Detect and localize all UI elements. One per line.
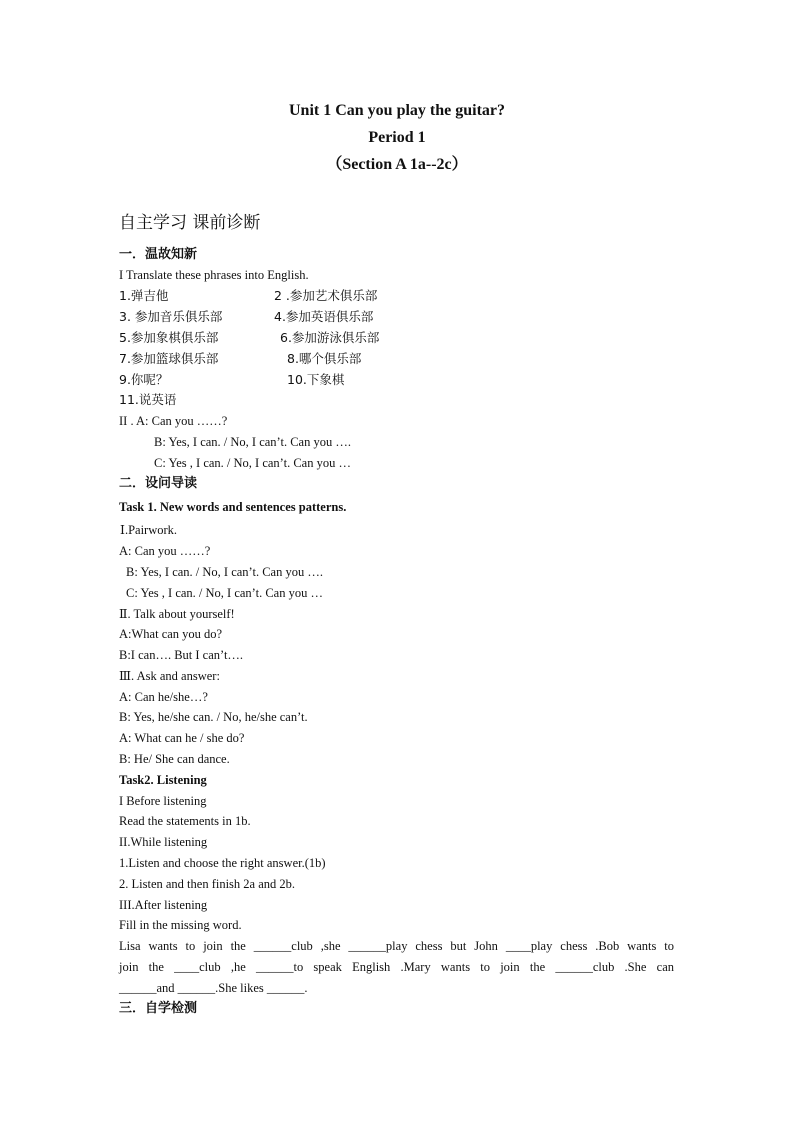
unit-title: Unit 1 Can you play the guitar? [288,102,506,119]
task2-line: I Before listening [119,794,207,808]
task1-line: B: Yes, he/she can. / No, he/she can’t. [119,710,308,724]
task2-line: Read the statements in 1b. [119,814,251,828]
task1-line: B:I can…. But I can’t…. [119,648,244,662]
phrase-item: 5.参加象棋俱乐部 [119,330,219,345]
guided-heading: 二．设问导读 [119,476,198,491]
task2-line: 1.Listen and choose the right answer.(1b) [119,856,326,870]
task1-line: A: Can you ……? [119,544,211,558]
dialogue-line: B: Yes, I can. / No, I can’t. Can you …. [154,435,351,449]
fill-in-line: Lisa wants to join the ______club ,she ______play chess but John ____play chess .Bob wants to [119,939,674,953]
task2-line: III.After listening [119,898,208,912]
task2-line: II.While listening [119,835,208,849]
task2-line: 2. Listen and then finish 2a and 2b. [119,877,296,891]
dialogue-line: C: Yes , I can. / No, I can’t. Can you … [154,456,351,470]
period-title: Period 1 [368,129,426,146]
phrase-item: 8.哪个俱乐部 [287,351,362,366]
task1-line: B: He/ She can dance. [119,752,230,766]
task2-title: Task2. Listening [119,773,207,787]
self-check-heading: 三．自学检测 [119,1001,198,1016]
task1-line: A: What can he / she do? [119,731,245,745]
phrase-item: 4.参加英语俱乐部 [274,309,374,324]
phrase-item: 6.参加游泳俱乐部 [280,330,380,345]
phrase-item: 9.你呢？ [119,372,169,387]
phrase-item: 7.参加篮球俱乐部 [119,351,219,366]
dialogue-line: II . A: Can you ……? [119,414,228,428]
task1-line: Ⅰ.Pairwork. [120,523,178,537]
task1-line: Ⅱ. Talk about yourself! [119,607,235,621]
task1-line: Ⅲ. Ask and answer: [119,669,220,683]
review-heading: 一．温故知新 [119,247,198,262]
task1-line: A:What can you do? [119,627,223,641]
phrase-item: 3. 参加音乐俱乐部 [119,309,223,324]
translate-instruction: I Translate these phrases into English. [119,268,309,282]
phrase-item: 10.下象棋 [287,372,345,387]
self-study-heading: 自主学习 课前诊断 [119,213,261,233]
fill-in-line: join the ____club ,he ______to speak English .Mary wants to join the ______club .She can [119,960,674,974]
task1-title: Task 1. New words and sentences patterns. [119,500,347,514]
section-title: （Section A 1a--2c） [326,156,468,173]
phrase-item: 1.弹吉他 [119,288,169,303]
task2-line: Fill in the missing word. [119,918,242,932]
phrase-item: 11.说英语 [119,392,177,407]
task1-line: A: Can he/she…? [119,690,208,704]
task1-line: C: Yes , I can. / No, I can’t. Can you … [126,586,323,600]
task1-line: B: Yes, I can. / No, I can’t. Can you …. [126,565,323,579]
phrase-item: 2 .参加艺术俱乐部 [274,288,378,303]
fill-in-line: ______and ______.She likes ______. [119,981,308,995]
